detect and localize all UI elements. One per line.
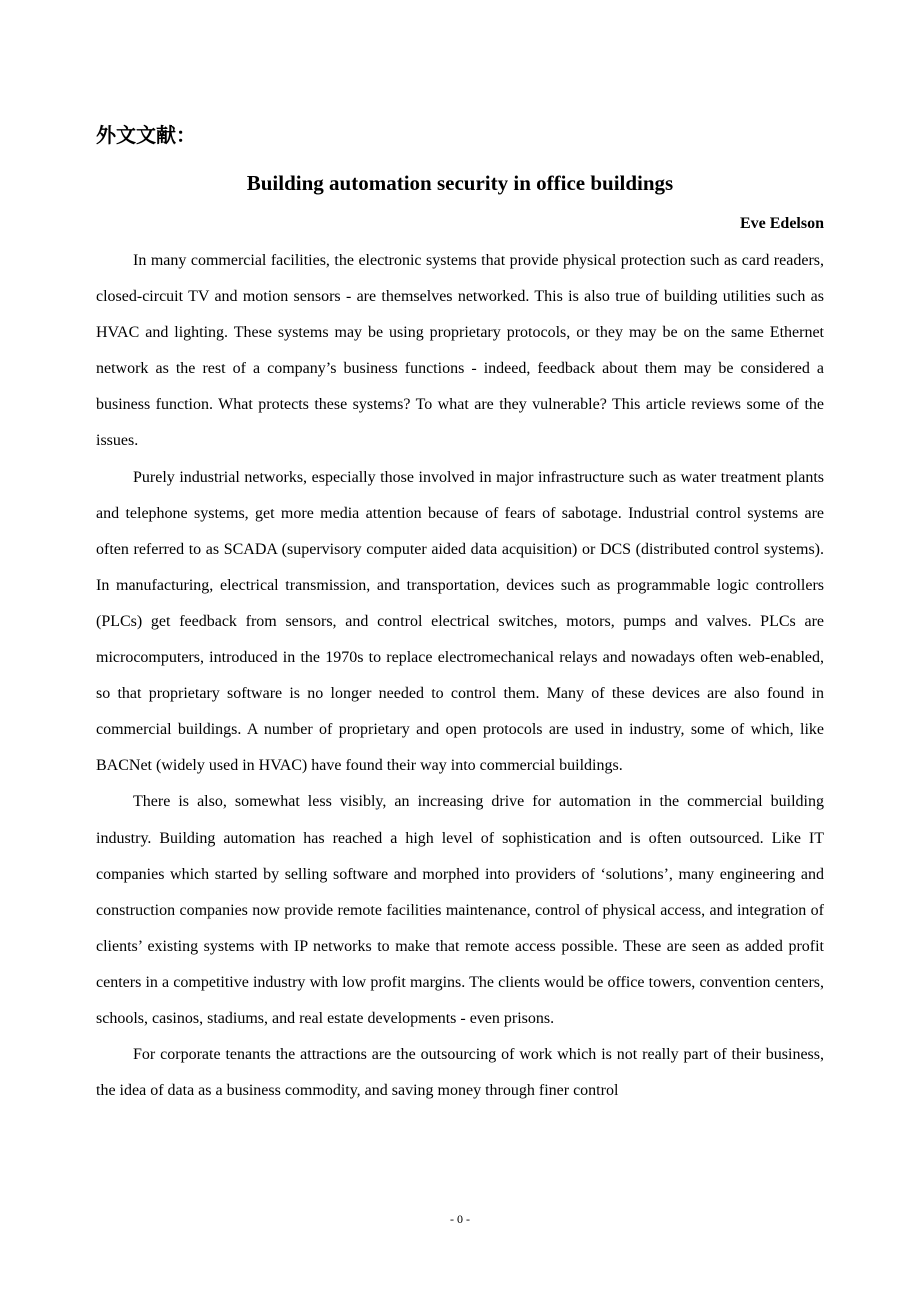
paragraph: Purely industrial networks, especially those involved in major infrastructure such as water treatment plants and telephone systems, get more media attention because of fears of sabotage. Industrial control systems are often referred to as SCADA (supervisory computer aided data acquisition) or DCS (distributed control systems). In manufacturing, electrical transmission, and transportation, devices such as programmable logic controllers (PLCs) get feedback from sensors, and control electrical switches, motors, pumps and valves. PLCs are microcomputers, introduced in the 1970s to replace electromechanical relays and nowadays often web-enabled, so that proprietary software is no longer needed to control them. Many of these devices are also found in commercial buildings. A number of proprietary and open protocols are used in industry, some of which, like BACNet (widely used in HVAC) have found their way into commercial buildings. xyxy=(96,468,824,775)
article-title: Building automation security in office buildings xyxy=(246,171,674,195)
article-body xyxy=(96,243,824,1109)
paragraph: In many commercial facilities, the electronic systems that provide physical protection such as card readers, closed-circuit TV and motion sensors - are themselves networked. This is also true of building utilities such as HVAC and lighting. These systems may be using proprietary protocols, or they may be on the same Ethernet network as the rest of a company’s business functions - indeed, feedback about them may be considered a business function. What protects these systems? To what are they vulnerable? This article reviews some of the issues. xyxy=(96,252,824,450)
paragraph: For corporate tenants the attractions are the outsourcing of work which is not really part of their business, the idea of data as a business commodity, and saving money through finer control xyxy=(96,1046,824,1100)
section-heading: 外文文献： xyxy=(96,123,196,147)
paragraph: There is also, somewhat less visibly, an increasing drive for automation in the commercial building industry. Building automation has reached a high level of sophistication and is often outsourced. Like IT companies which started by selling software and morphed into providers of ‘solutions’, many engineering and construction companies now provide remote facilities maintenance, control of physical access, and integration of clients’ existing systems with IP networks to make that remote access possible. These are seen as added profit centers in a competitive industry with low profit margins. The clients would be office towers, convention centers, schools, casinos, stadiums, and real estate developments - even prisons. xyxy=(96,793,824,1027)
article-author: Eve Edelson xyxy=(739,215,824,232)
page-number: - 0 - xyxy=(450,1212,470,1226)
